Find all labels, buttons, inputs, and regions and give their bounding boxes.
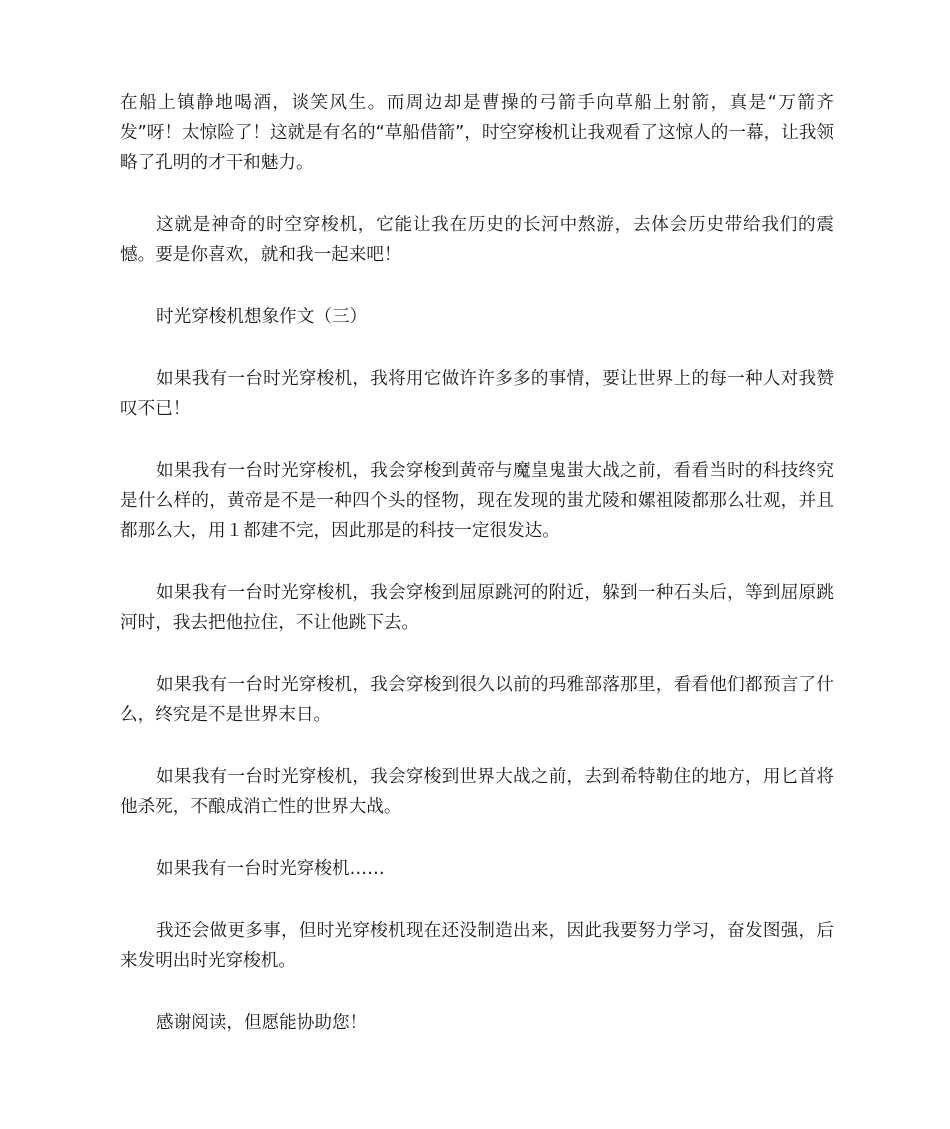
paragraph-quyuan: 如果我有一台时光穿梭机，我会穿梭到屈原跳河的附近，躲到一种石头后，等到屈原跳河时，我去把他拉住，不让他跳下去。 [120,583,834,633]
paragraph-ellipsis: 如果我有一台时光穿梭机…… [156,859,385,879]
paragraph-huangdi: 如果我有一台时光穿梭机，我会穿梭到黄帝与魔皇鬼蚩大战之前，看看当时的科技终究是什么样的，黄帝是不是一种四个头的怪物，现在发现的蚩尤陵和嫘祖陵都那么壮观，并且都那么大，用１都建不完，因此那是的科技一定很发达。 [120,461,834,541]
section-heading: 时光穿梭机想象作文（三） [156,307,368,327]
paragraph-thanks: 感谢阅读，但愿能协助您！ [156,1013,368,1033]
paragraph-maya: 如果我有一台时光穿梭机，我会穿梭到很久以前的玛雅部落那里，看看他们都预言了什么，终究是不是世界末日。 [120,675,834,725]
paragraph-intro: 如果我有一台时光穿梭机，我将用它做许许多多的事情，要让世界上的每一种人对我赞叹不已！ [120,369,834,419]
paragraph-conclusion: 我还会做更多事，但时光穿梭机现在还没制造出来，因此我要努力学习，奋发图强，后来发明出时光穿梭机。 [120,921,834,971]
paragraph-continuation: 在船上镇静地喝酒，谈笑风生。而周边却是曹操的弓箭手向草船上射箭，真是“万箭齐发”呀！太惊险了！这就是有名的“草船借箭”，时空穿梭机让我观看了这惊人的一幕，让我领略了孔明的才干和魅力。 [120,93,834,173]
document-page [120,88,834,1038]
paragraph-time-machine-summary: 这就是神奇的时空穿梭机，它能让我在历史的长河中熬游，去体会历史带给我们的震憾。要是你喜欢，就和我一起来吧！ [120,215,834,265]
paragraph-world-war: 如果我有一台时光穿梭机，我会穿梭到世界大战之前，去到希特勒住的地方，用匕首将他杀死，不酿成消亡性的世界大战。 [120,767,834,817]
